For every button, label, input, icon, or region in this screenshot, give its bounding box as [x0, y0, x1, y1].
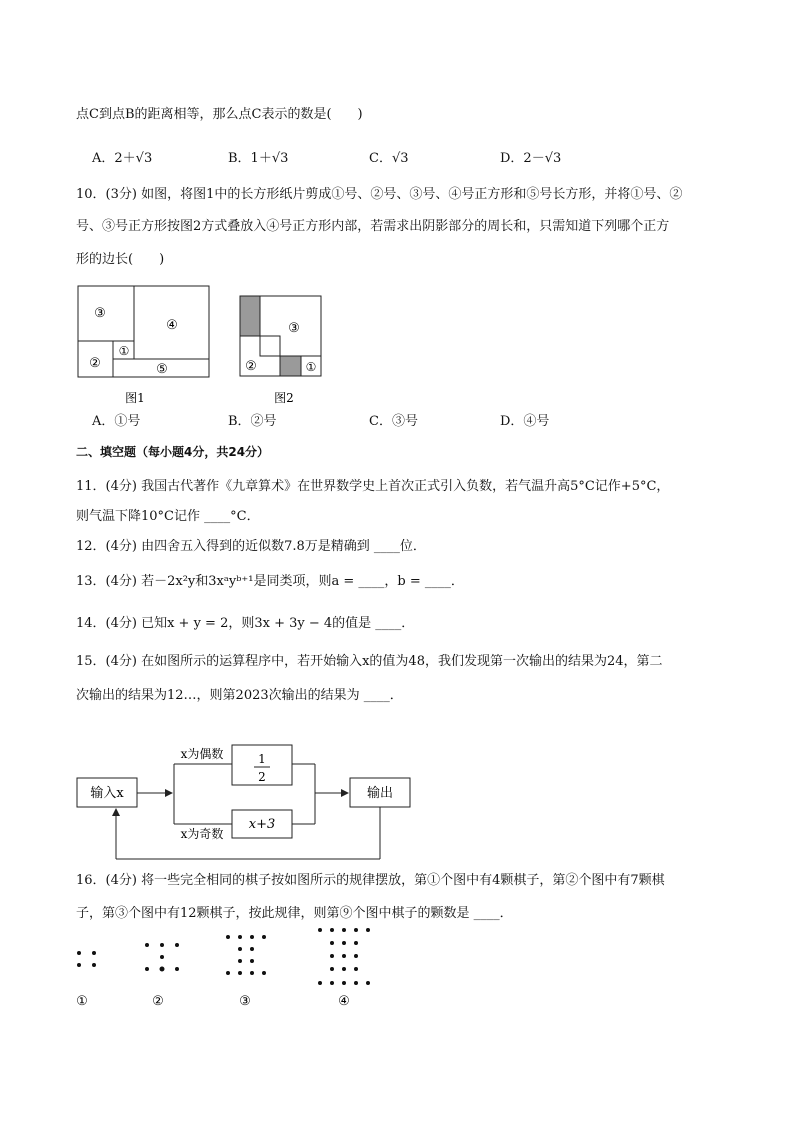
- q9-option-d: D．2－√3: [500, 151, 562, 166]
- q10-line-3: 形的边长( ): [76, 252, 165, 267]
- q9-stem: 点C到点B的距离相等，那么点C表示的数是( ): [76, 107, 363, 122]
- dot-caption-1: ①: [76, 994, 88, 1009]
- q10-line-1: 10．(3分) 如图，将图1中的长方形纸片剪成①号、②号、③号、④号正方形和⑤号长方形，并将①号、②: [76, 187, 683, 202]
- flow-output-label: 输出: [366, 786, 394, 801]
- q15-line-1: 15．(4分) 在如图所示的运算程序中，若开始输入x的值为48，我们发现第一次输出的结果为24，第二: [76, 654, 663, 669]
- flow-half-denominator: 2: [258, 770, 266, 784]
- section-title-fill-in: 二、填空题（每小题4分，共24分）: [76, 445, 270, 459]
- fig2-label-2: ②: [245, 359, 257, 374]
- dot-caption-3: ③: [239, 994, 251, 1009]
- q10-line-2: 号、③号正方形按图2方式叠放入④号正方形内部，若需求出阴影部分的周长和，只需知道下列哪个正方: [76, 219, 670, 234]
- q12-line: 12．(4分) 由四舍五入得到的近似数7.8万是精确到 ____位．: [76, 539, 426, 554]
- flow-input-label: 输入x: [90, 786, 124, 801]
- q16-line-2: 子，第③个图中有12颗棋子，按此规律，则第⑨个图中棋子的颗数是 ____．: [76, 906, 513, 921]
- q15-flowchart: [70, 735, 420, 865]
- fig1-label-1: ①: [118, 344, 130, 358]
- fig2-label-1: ①: [305, 360, 317, 374]
- fig2-caption: 图2: [274, 391, 294, 405]
- dot-pattern-4: [318, 928, 370, 985]
- q11-line-1: 11．(4分) 我国古代著作《九章算术》在世界数学史上首次正式引入负数，若气温升高5°C记作+5°C，: [76, 479, 670, 494]
- q10-option-d: D．④号: [500, 414, 550, 429]
- flow-even-label: x为偶数: [180, 747, 224, 761]
- flow-half-numerator: 1: [258, 752, 266, 766]
- q10-figure-1: [72, 280, 222, 410]
- fig1-label-4: ④: [166, 318, 178, 333]
- q11-line-2: 则气温下降10°C记作 ____°C．: [76, 509, 260, 524]
- q10-option-a: A．①号: [92, 414, 141, 429]
- fig1-caption: 图1: [125, 391, 145, 405]
- q10-option-b: B．②号: [228, 414, 277, 429]
- q13-line: 13．(4分) 若－2x²y和3xᵃyᵇ⁺¹是同类项，则a = ____，b = ____．: [76, 574, 464, 589]
- fig1-label-3: ③: [94, 306, 106, 321]
- flow-odd-op: x+3: [248, 817, 276, 832]
- q15-line-2: 次输出的结果为12…，则第2023次输出的结果为 ____．: [76, 688, 403, 703]
- q9-option-a: A．2＋√3: [92, 151, 153, 166]
- q16-line-1: 16．(4分) 将一些完全相同的棋子按如图所示的规律摆放，第①个图中有4颗棋子，第②个图中有7颗棋: [76, 873, 665, 888]
- q10-option-c: C．③号: [369, 414, 418, 429]
- flow-odd-label: x为奇数: [180, 827, 224, 841]
- q14-line: 14．(4分) 已知x + y = 2，则3x + 3y − 4的值是 ____．: [76, 616, 415, 631]
- q16-dot-patterns: [70, 925, 400, 1015]
- fig1-label-5: ⑤: [156, 362, 168, 377]
- dot-pattern-1: [77, 951, 96, 967]
- fig1-label-2: ②: [89, 356, 101, 371]
- dot-pattern-3: [226, 935, 266, 975]
- fig2-label-3: ③: [288, 321, 300, 336]
- q9-option-b: B．1＋√3: [228, 151, 289, 166]
- q9-option-c: C．√3: [369, 151, 409, 166]
- dot-caption-2: ②: [152, 994, 164, 1009]
- dot-pattern-2: [145, 943, 179, 972]
- dot-caption-4: ④: [338, 994, 350, 1009]
- q10-figure-2: [236, 290, 332, 410]
